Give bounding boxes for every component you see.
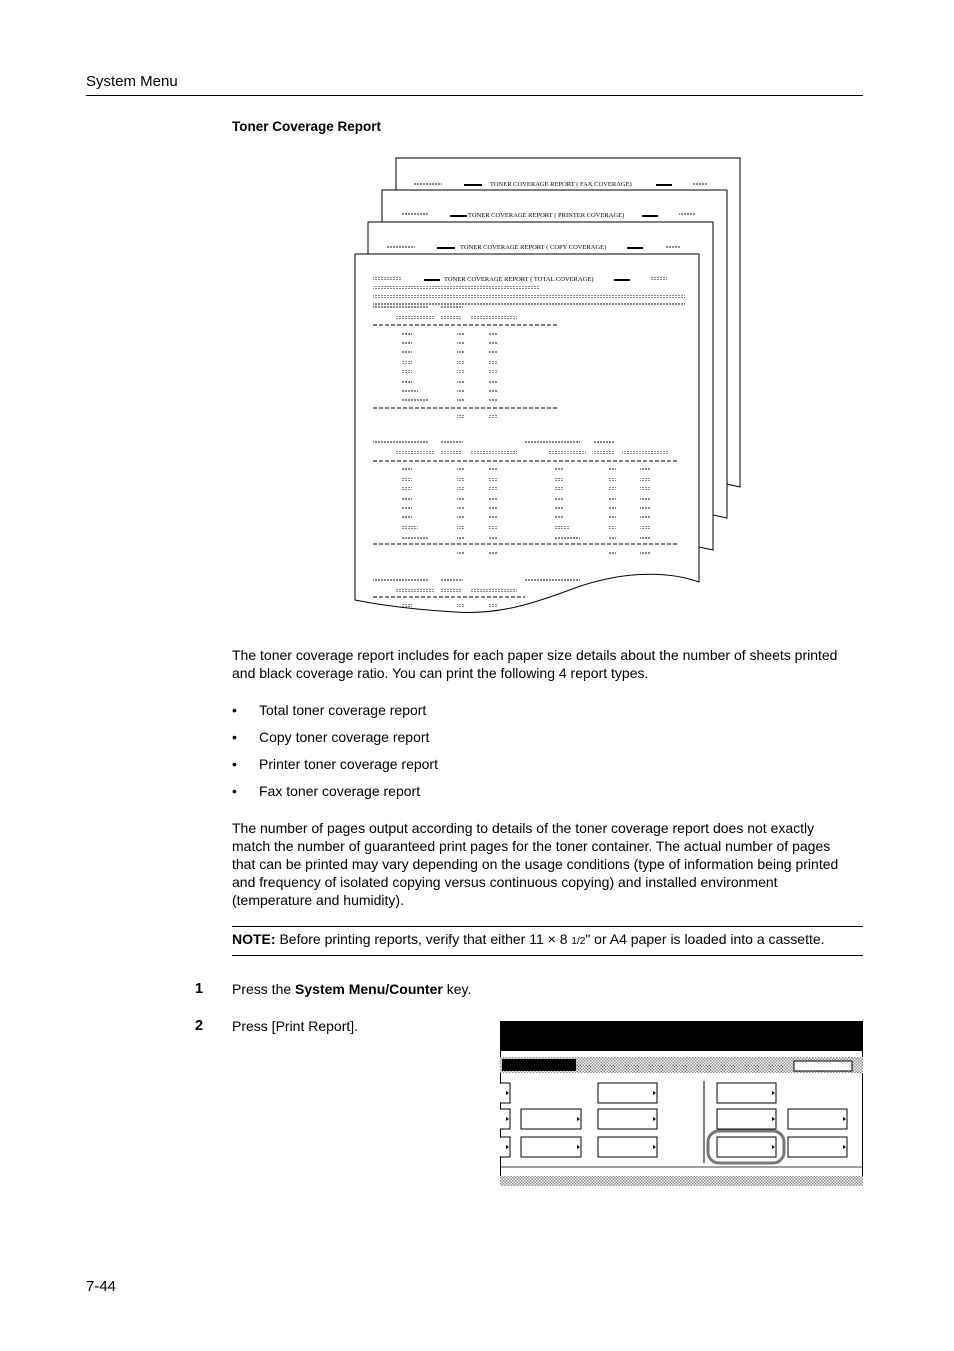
panel-button[interactable] bbox=[500, 1137, 510, 1157]
panel-button[interactable] bbox=[521, 1137, 581, 1157]
panel-button[interactable] bbox=[598, 1083, 657, 1103]
panel-button[interactable] bbox=[500, 1109, 510, 1129]
list-item: • Copy toner coverage report bbox=[232, 729, 430, 745]
page-number: 7-44 bbox=[86, 1278, 117, 1295]
panel-tab bbox=[502, 1059, 576, 1071]
list-item: • Fax toner coverage report bbox=[232, 783, 421, 799]
operation-panel-illustration bbox=[500, 1021, 864, 1187]
note-label: NOTE: bbox=[232, 931, 276, 947]
panel-button[interactable] bbox=[717, 1109, 776, 1129]
panel-button[interactable] bbox=[598, 1137, 657, 1157]
list-item: • Total toner coverage report bbox=[232, 702, 427, 718]
report-type-list bbox=[232, 701, 438, 809]
running-header: System Menu bbox=[86, 73, 178, 90]
step-2-text: Press [Print Report]. bbox=[232, 1018, 359, 1034]
note-top-rule bbox=[232, 926, 863, 927]
panel-close-button[interactable] bbox=[794, 1061, 852, 1071]
section-title: Toner Coverage Report bbox=[232, 119, 382, 134]
panel-button[interactable] bbox=[788, 1109, 847, 1129]
printer-report-title: TONER COVERAGE REPORT ( PRINTER COVERAGE) bbox=[468, 212, 625, 219]
total-report-title: TONER COVERAGE REPORT ( TOTAL COVERAGE) bbox=[444, 276, 594, 283]
print-report-button[interactable] bbox=[717, 1137, 776, 1157]
intro-paragraph: The toner coverage report includes for each paper size details about the number of sheets printed and black coverage ratio. You can print the following 4 report types. bbox=[232, 647, 838, 681]
copy-report-title: TONER COVERAGE REPORT ( COPY COVERAGE) bbox=[460, 244, 607, 251]
toner-report-illustration bbox=[350, 155, 745, 620]
panel-button[interactable] bbox=[598, 1109, 657, 1129]
panel-button[interactable] bbox=[788, 1137, 847, 1157]
panel-button[interactable] bbox=[717, 1083, 776, 1103]
note: NOTE: Before printing reports, verify that either 11 × 8 1/2" or A4 paper is loaded into a cassette. bbox=[232, 931, 825, 947]
step-1-number: 1 bbox=[195, 981, 204, 997]
panel-title-bar bbox=[500, 1021, 863, 1051]
header-rule bbox=[86, 95, 863, 96]
panel-button[interactable] bbox=[521, 1109, 581, 1129]
details-paragraph: The number of pages output according to details of the toner coverage report does not exactly match the number of guaranteed print pages for the toner container. The actual number of pages that can be printed may vary depending on the usage conditions (type of information being printed and frequency of isolated copying versus continuous copying) and installed environment (temperature and humidity). bbox=[232, 820, 839, 908]
fax-report-title: TONER COVERAGE REPORT ( FAX COVERAGE) bbox=[490, 181, 632, 188]
total-report-sheet bbox=[355, 254, 699, 612]
note-bottom-rule bbox=[232, 955, 863, 956]
step-2-number: 2 bbox=[195, 1018, 204, 1034]
panel-button[interactable] bbox=[500, 1083, 510, 1103]
step-1-text: Press the System Menu/Counter key. bbox=[232, 981, 472, 997]
list-item: • Printer toner coverage report bbox=[232, 756, 438, 772]
